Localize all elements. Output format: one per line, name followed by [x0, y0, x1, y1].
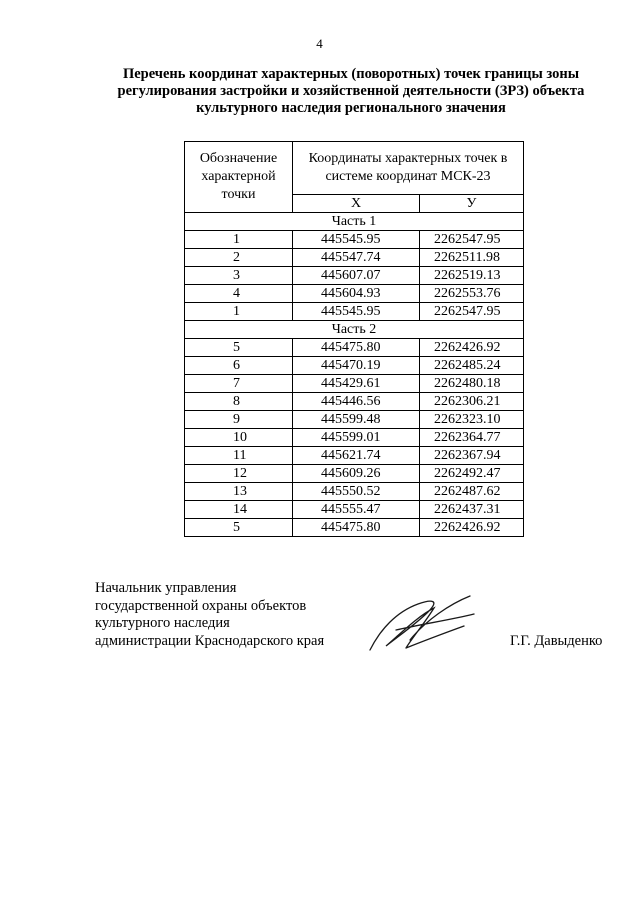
x-coordinate-cell: 445475.80: [293, 519, 420, 537]
point-number-cell: 8: [185, 393, 293, 411]
signatory-position: [95, 580, 324, 650]
table-row: [185, 447, 524, 465]
y-coordinate-cell: 2262364.77: [420, 429, 524, 447]
table-row: [185, 375, 524, 393]
table-row: [185, 267, 524, 285]
point-number-cell: 10: [185, 429, 293, 447]
table-row: [185, 285, 524, 303]
point-number-cell: 11: [185, 447, 293, 465]
point-number-cell: 14: [185, 501, 293, 519]
document-title: [96, 66, 606, 117]
x-coordinate-cell: 445599.48: [293, 411, 420, 429]
point-number-cell: 5: [185, 519, 293, 537]
point-number-cell: 1: [185, 231, 293, 249]
y-coordinate-cell: 2262547.95: [420, 231, 524, 249]
y-coordinate-cell: 2262367.94: [420, 447, 524, 465]
x-coordinate-cell: 445604.93: [293, 285, 420, 303]
table-row: [185, 483, 524, 501]
title-line-1: Перечень координат характерных (поворотных) точек границы зоны: [122, 66, 580, 82]
table-row: [185, 249, 524, 267]
point-number-cell: 4: [185, 285, 293, 303]
y-coordinate-cell: 2262519.13: [420, 267, 524, 285]
table-row: [185, 393, 524, 411]
x-coordinate-cell: 445470.19: [293, 357, 420, 375]
title-line-2: регулирования застройки и хозяйственной деятельности (ЗРЗ) объекта: [117, 83, 585, 99]
y-coordinate-cell: 2262306.21: [420, 393, 524, 411]
header-coordinates: Координаты характерных точек в системе координат МСК-23: [293, 142, 524, 195]
position-line: культурного наследия: [95, 615, 230, 631]
position-line: администрации Краснодарского края: [95, 632, 325, 649]
part-label: Часть 1: [185, 213, 524, 231]
position-line: Начальник управления: [95, 580, 237, 596]
x-coordinate-cell: 445545.95: [293, 303, 420, 321]
signatory-name: Г.Г. Давыденко: [510, 633, 603, 649]
y-coordinate-cell: 2262547.95: [420, 303, 524, 321]
y-coordinate-cell: 2262553.76: [420, 285, 524, 303]
table-body: [185, 213, 524, 537]
x-coordinate-cell: 445599.01: [293, 429, 420, 447]
table-row: [185, 429, 524, 447]
table-row: [185, 501, 524, 519]
title-line-3: культурного наследия регионального значения: [196, 100, 506, 116]
table-row: [185, 339, 524, 357]
y-coordinate-cell: 2262485.24: [420, 357, 524, 375]
point-number-cell: 9: [185, 411, 293, 429]
y-coordinate-cell: 2262437.31: [420, 501, 524, 519]
table-row: [185, 231, 524, 249]
position-line: государственной охраны объектов: [95, 597, 307, 614]
x-coordinate-cell: 445547.74: [293, 249, 420, 267]
x-coordinate-cell: 445555.47: [293, 501, 420, 519]
point-number-cell: 3: [185, 267, 293, 285]
part-header-row: [185, 321, 524, 339]
point-number-cell: 5: [185, 339, 293, 357]
coordinates-table: [184, 141, 524, 537]
page-number: 4: [316, 36, 323, 51]
x-coordinate-cell: 445475.80: [293, 339, 420, 357]
y-coordinate-cell: 2262492.47: [420, 465, 524, 483]
y-coordinate-cell: 2262426.92: [420, 339, 524, 357]
x-coordinate-cell: 445621.74: [293, 447, 420, 465]
point-number-cell: 7: [185, 375, 293, 393]
x-coordinate-cell: 445429.61: [293, 375, 420, 393]
x-coordinate-cell: 445609.26: [293, 465, 420, 483]
y-coordinate-cell: 2262511.98: [420, 249, 524, 267]
part-label: Часть 2: [185, 321, 524, 339]
x-coordinate-cell: 445607.07: [293, 267, 420, 285]
table-row: [185, 357, 524, 375]
table-row: [185, 465, 524, 483]
point-number-cell: 13: [185, 483, 293, 501]
y-coordinate-cell: 2262323.10: [420, 411, 524, 429]
part-header-row: [185, 213, 524, 231]
header-y: У: [420, 195, 524, 213]
point-number-cell: 6: [185, 357, 293, 375]
y-coordinate-cell: 2262487.62: [420, 483, 524, 501]
header-x: Х: [293, 195, 420, 213]
y-coordinate-cell: 2262480.18: [420, 375, 524, 393]
x-coordinate-cell: 445545.95: [293, 231, 420, 249]
point-number-cell: 1: [185, 303, 293, 321]
x-coordinate-cell: 445446.56: [293, 393, 420, 411]
point-number-cell: 12: [185, 465, 293, 483]
handwritten-signature: [366, 590, 478, 660]
point-number-cell: 2: [185, 249, 293, 267]
x-coordinate-cell: 445550.52: [293, 483, 420, 501]
header-point-designation: Обозначение характерной точки: [185, 142, 293, 213]
y-coordinate-cell: 2262426.92: [420, 519, 524, 537]
table-row: [185, 519, 524, 537]
table-row: [185, 303, 524, 321]
table-row: [185, 411, 524, 429]
